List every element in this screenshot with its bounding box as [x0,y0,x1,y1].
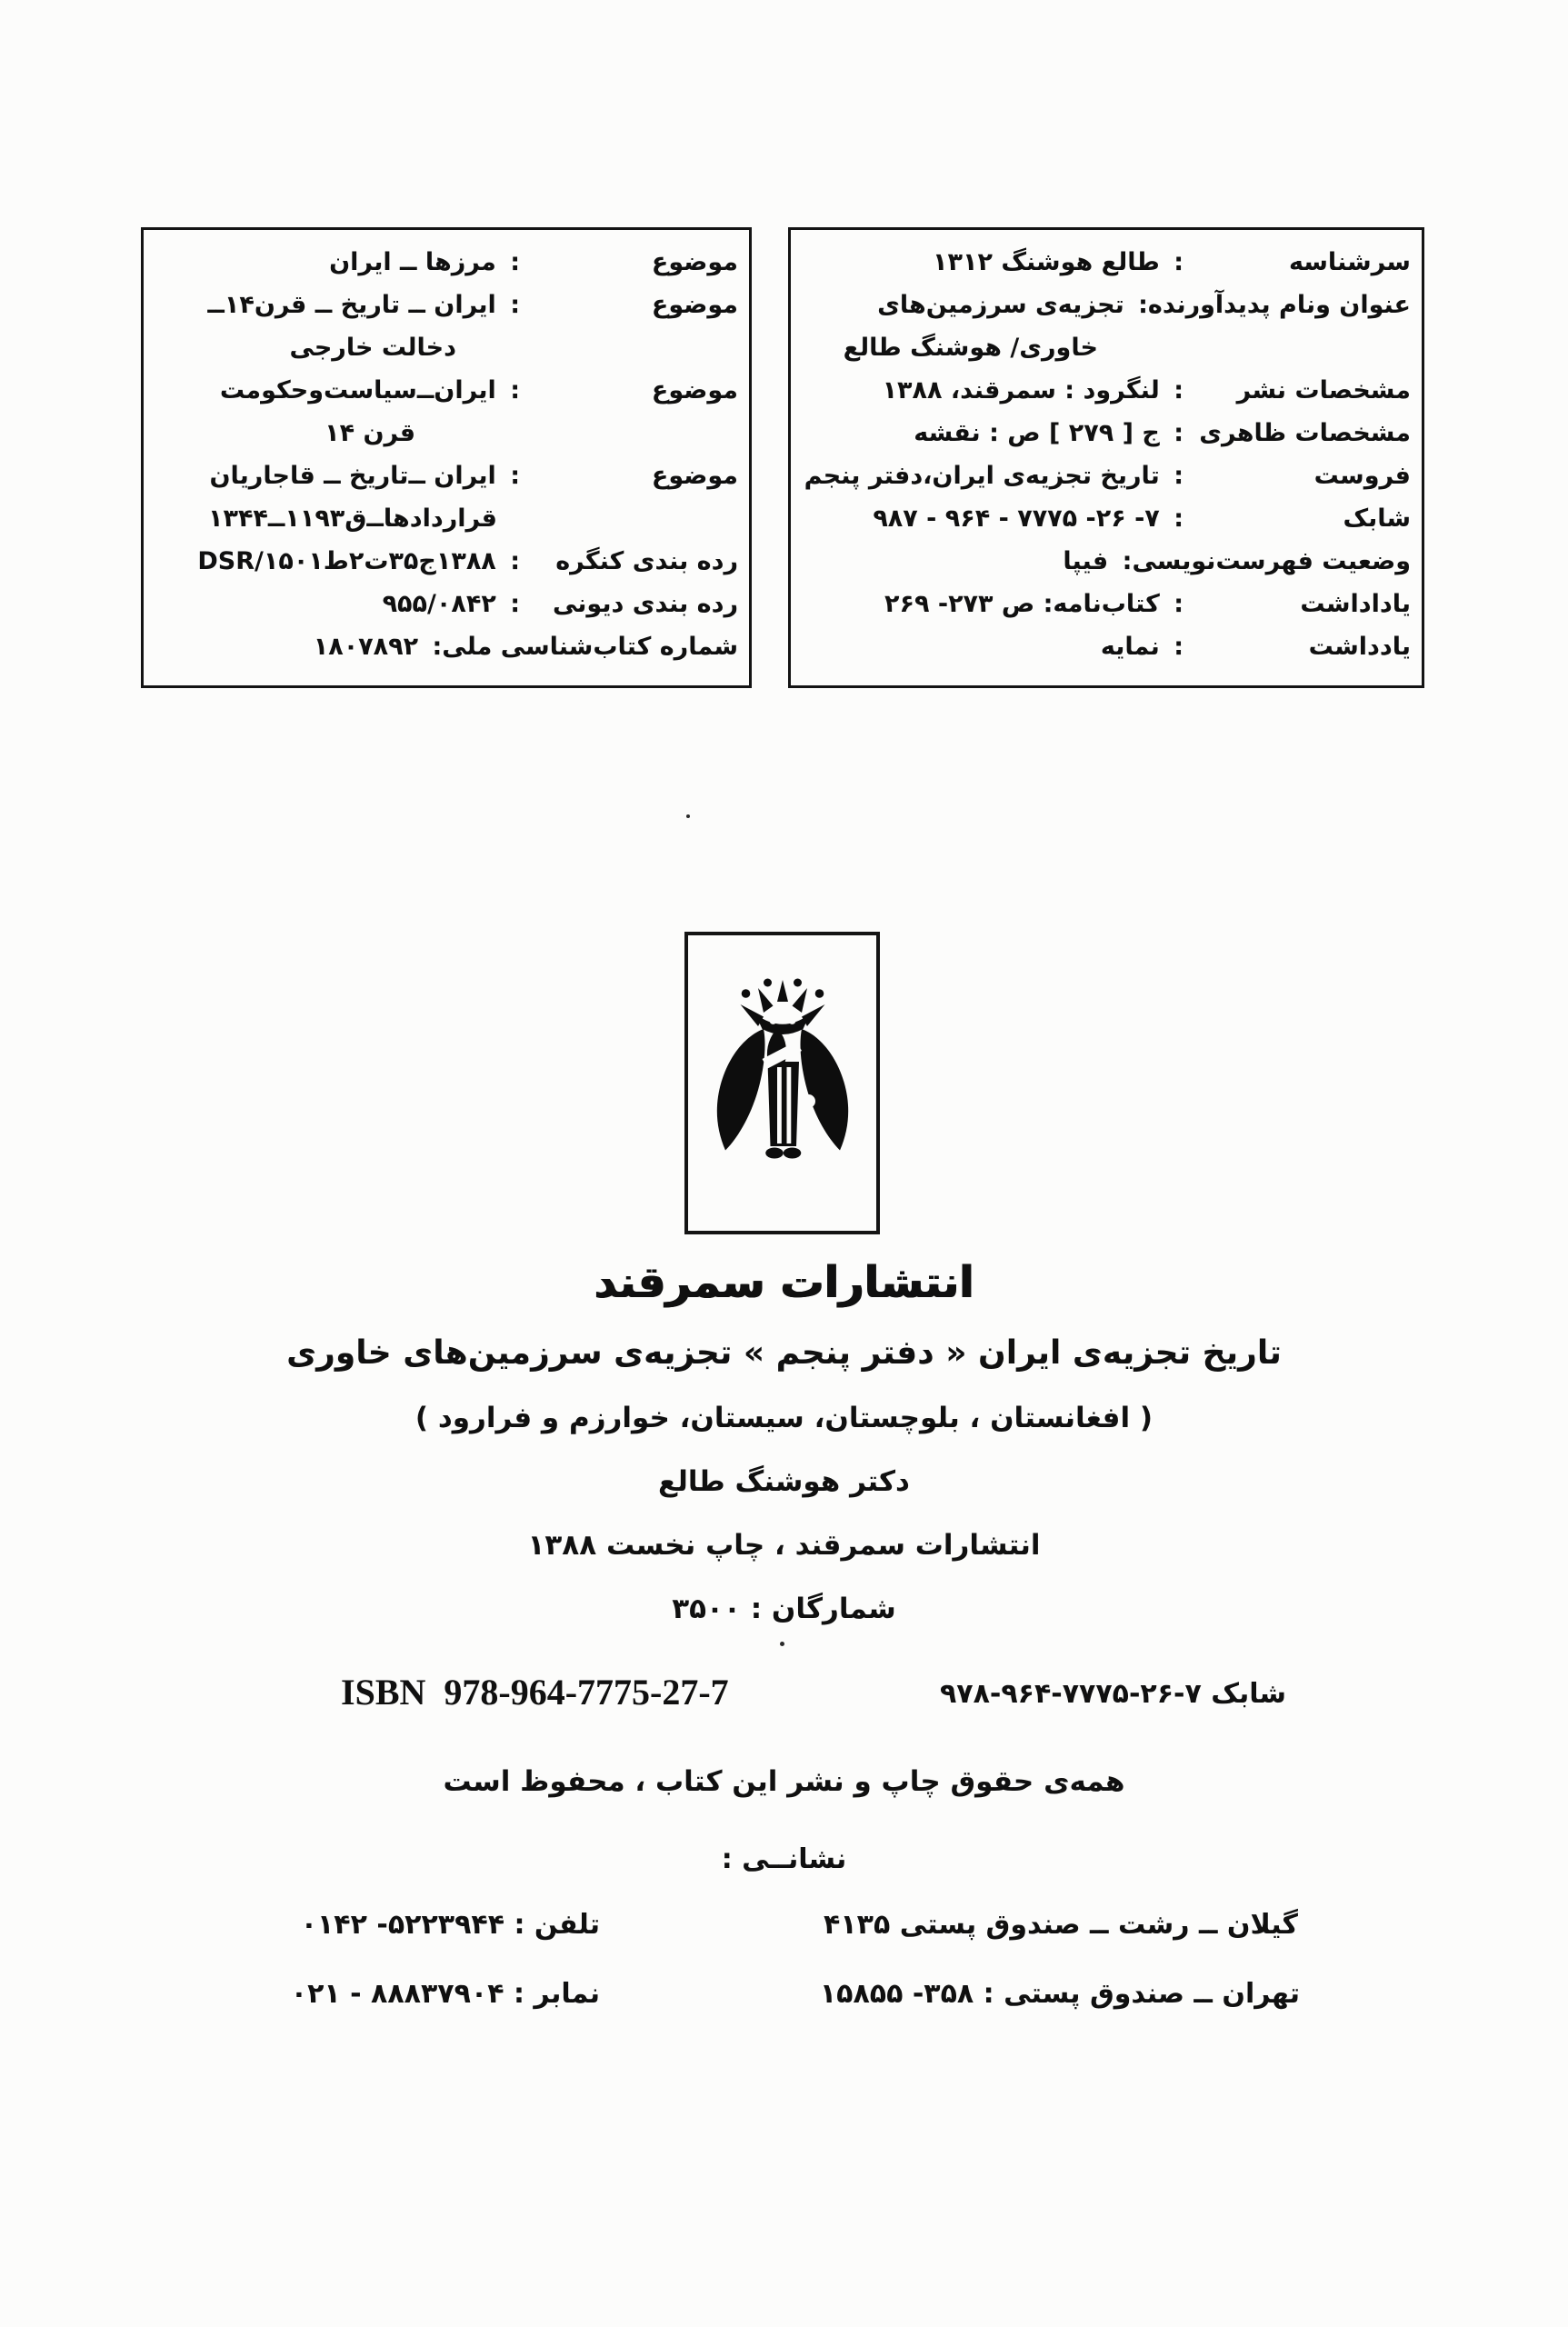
cip-field-label: موضوع [651,291,738,319]
cip-field-value [798,412,1183,454]
book-title: تاریخ تجزیه‌ی ایران « دفتر پنجم » تجزیه‌ی سرزمین‌های خاوری [286,1334,1282,1372]
cip-value-line [798,369,1183,412]
cip-field-label: رده بندی کنگره [555,547,738,575]
cip-field-value [798,241,1183,284]
cip-colon: : [1164,248,1183,276]
cip-field-value [151,625,442,668]
scan-speck [780,1642,784,1646]
cip-field-value [151,583,520,625]
author-name: دکتر هوشنگ طالع [658,1465,910,1498]
cip-field-label: شماره کتاب‌شناسی ملی [442,633,738,661]
cip-value-line [798,241,1183,284]
cip-box-subjects [141,227,752,688]
cip-colon: : [1164,504,1183,533]
cip-colon: : [1164,633,1183,661]
cip-field-label: وضعیت فهرست‌نویسی [1132,547,1411,575]
text-run: تاریخ تجزیه‌ی ایران،دفتر پنجم [804,462,1160,490]
cip-field-value [798,583,1183,625]
cip-field-value [151,540,520,583]
numeric-run: ۰۲۱ - ۸۸۸۳۷۹۰۴ [290,1978,504,2010]
cip-row [151,583,738,625]
text-run: فیپا [1063,547,1109,575]
cip-value-line [151,369,520,412]
cip-value-line [151,540,520,583]
cip-value-line [151,625,442,668]
cip-value-line [798,454,1183,497]
cip-row [151,241,738,284]
numeric-run: ۰۱۴۲ -۵۲۲۳۹۴۴ [300,1909,504,1941]
cip-value-line [798,625,1183,668]
cip-row [798,583,1411,625]
text-run: تهران ــ صندوق پستی : [974,1978,1300,2010]
text-run: شابک [1201,1678,1286,1710]
text-run: نمایه [1100,633,1160,661]
cip-value-line [798,583,1183,625]
cip-row [798,454,1411,497]
cip-row [151,369,738,454]
cip-field-value [151,454,520,540]
cip-field-value [798,497,1183,540]
cip-row [798,540,1411,583]
isbn-persian [939,1678,1286,1710]
text-run: ج [ ۲۷۹ ] ص : نقشه [914,419,1160,447]
numeric-run: ۱۵۸۵۵ -۳۵۸ [819,1978,974,2010]
cip-colon: : [1164,419,1183,447]
copyright-notice: همه‌ی حقوق چاپ و نشر این کتاب ، محفوظ است [443,1765,1125,1798]
cip-field-label: سرشناسه [1289,248,1411,276]
winged-figure-emblem-icon [701,947,864,1220]
numeric-run: DSR/۱۵۰۱ط۲ت۳۵ج۱۳۸۸ [197,547,496,575]
cip-row [151,540,738,583]
text-run: قراردادها [383,504,497,533]
text-run: لنگرود : سمرقند، ۱۳۸۸ [882,376,1160,404]
cip-field-value [798,454,1183,497]
scan-speck [686,814,690,818]
cip-colon: : [1114,547,1133,575]
fax-number [245,1978,600,2010]
cip-value-line [151,454,520,497]
numeric-run: ۹۷۸-۹۶۴-۷۷۷۵-۲۶-۷ [939,1678,1202,1710]
cip-row [151,625,738,668]
print-run-line: شمارگان : ۳۵۰۰ [672,1593,896,1625]
numeric-run: ۹۸۷ - ۹۶۴ - ۷۷۷۵ -۲۶ -۷ [873,504,1160,533]
book-subtitle-regions: ( افغانستان ، بلوچستان، سیستان، خوارزم و فرارود ) [414,1402,1154,1434]
address-tehran [636,1978,1300,2010]
cip-value-line [798,326,1148,369]
text-run: ایران ــ‌تاریخ ــ قاجاریان [209,462,496,490]
cip-colon: : [501,291,520,319]
cip-value-line [151,326,520,369]
cip-field-label: موضوع [651,376,738,404]
numeric-run: ۱۸۰۷۸۹۲ [313,633,419,661]
cip-colon: : [424,633,443,661]
cip-colon: : [501,248,520,276]
edition-line: انتشارات سمرقند ، چاپ نخست ۱۳۸۸ [527,1529,1041,1562]
cip-value-line [151,583,520,625]
cip-field-label: مشخصات ظاهری [1199,419,1411,447]
publisher-heading: انتشارات سمرقند [594,1257,974,1308]
cip-colon: : [1129,291,1148,319]
cip-value-line [151,241,520,284]
cip-field-label: موضوع [651,462,738,490]
text-run: کتاب‌نامه: ص ۲۷۳- ۲۶۹ [884,590,1160,618]
cip-row [151,284,738,369]
cip-box-main [788,227,1424,688]
cip-field-label: مشخصات نشر [1236,376,1411,404]
cip-field-label: موضوع [651,248,738,276]
cip-row [798,369,1411,412]
text-run: گیلان ــ رشت ــ صندوق پستی ۴۱۳۵ [824,1909,1298,1941]
cip-colon: : [501,462,520,490]
cip-field-label: یادداشت [1308,633,1411,661]
cip-field-label: عنوان ونام پدیدآورنده [1147,291,1411,319]
cip-colon: : [1164,376,1183,404]
cip-field-label: فروست [1313,462,1411,490]
cip-value-line [151,284,520,326]
cip-field-label: شابک [1343,504,1411,533]
cip-colon: : [501,547,520,575]
text-run: تجزیه‌ی سرزمین‌های [877,291,1124,319]
cip-colon: : [1164,590,1183,618]
cip-field-value [151,369,520,454]
cip-field-value [798,625,1183,668]
cip-row [798,412,1411,454]
cip-value-line [798,284,1148,326]
cip-row [798,241,1411,284]
cip-value-line [798,540,1132,583]
text-run: دخالت خارجی [289,334,456,362]
text-run: ایران‌ــ‌سیاست‌وحکومت [219,376,496,404]
isbn-latin: ISBN 978-964-7775-27-7 [341,1672,729,1713]
cip-value-line [151,497,520,540]
publisher-logo-frame [684,932,880,1234]
cip-row [798,625,1411,668]
cip-field-value [798,540,1132,583]
text-run: مرزها ــ ایران [329,248,496,276]
cip-row [151,454,738,540]
address-gilan [673,1909,1298,1941]
text-run: ایران ــ تاریخ ــ قرن۱۴ــ [207,291,496,319]
cip-row [798,284,1411,369]
cip-field-value [151,284,520,369]
cip-field-value [798,284,1148,369]
phone-number [255,1909,600,1941]
text-run: طالع هوشنگ ۱۳۱۲ [933,248,1160,276]
cip-value-line [798,497,1183,540]
text-run: نمابر : [504,1978,600,2010]
text-run: تلفن : [504,1909,600,1941]
cip-field-value [798,369,1183,412]
text-run: خاوری/ هوشنگ طالع [843,334,1098,362]
cip-colon: : [1164,462,1183,490]
cip-field-value [151,241,520,284]
cip-row [798,497,1411,540]
text-run: قرن ۱۴ [325,419,415,447]
cip-value-line [798,412,1183,454]
cip-colon: : [501,376,520,404]
numeric-run: ۹۵۵/۰۸۴۲ [382,590,496,618]
cip-value-line [151,412,520,454]
numeric-run: ۱۳۴۴ــ۱۱۹۳ق‌ــ [207,504,384,533]
address-heading: نشانــی : [721,1843,847,1875]
cip-field-label: یاداداشت [1300,590,1411,618]
cip-colon: : [501,590,520,618]
cip-field-label: رده بندی دیونی [552,590,738,618]
